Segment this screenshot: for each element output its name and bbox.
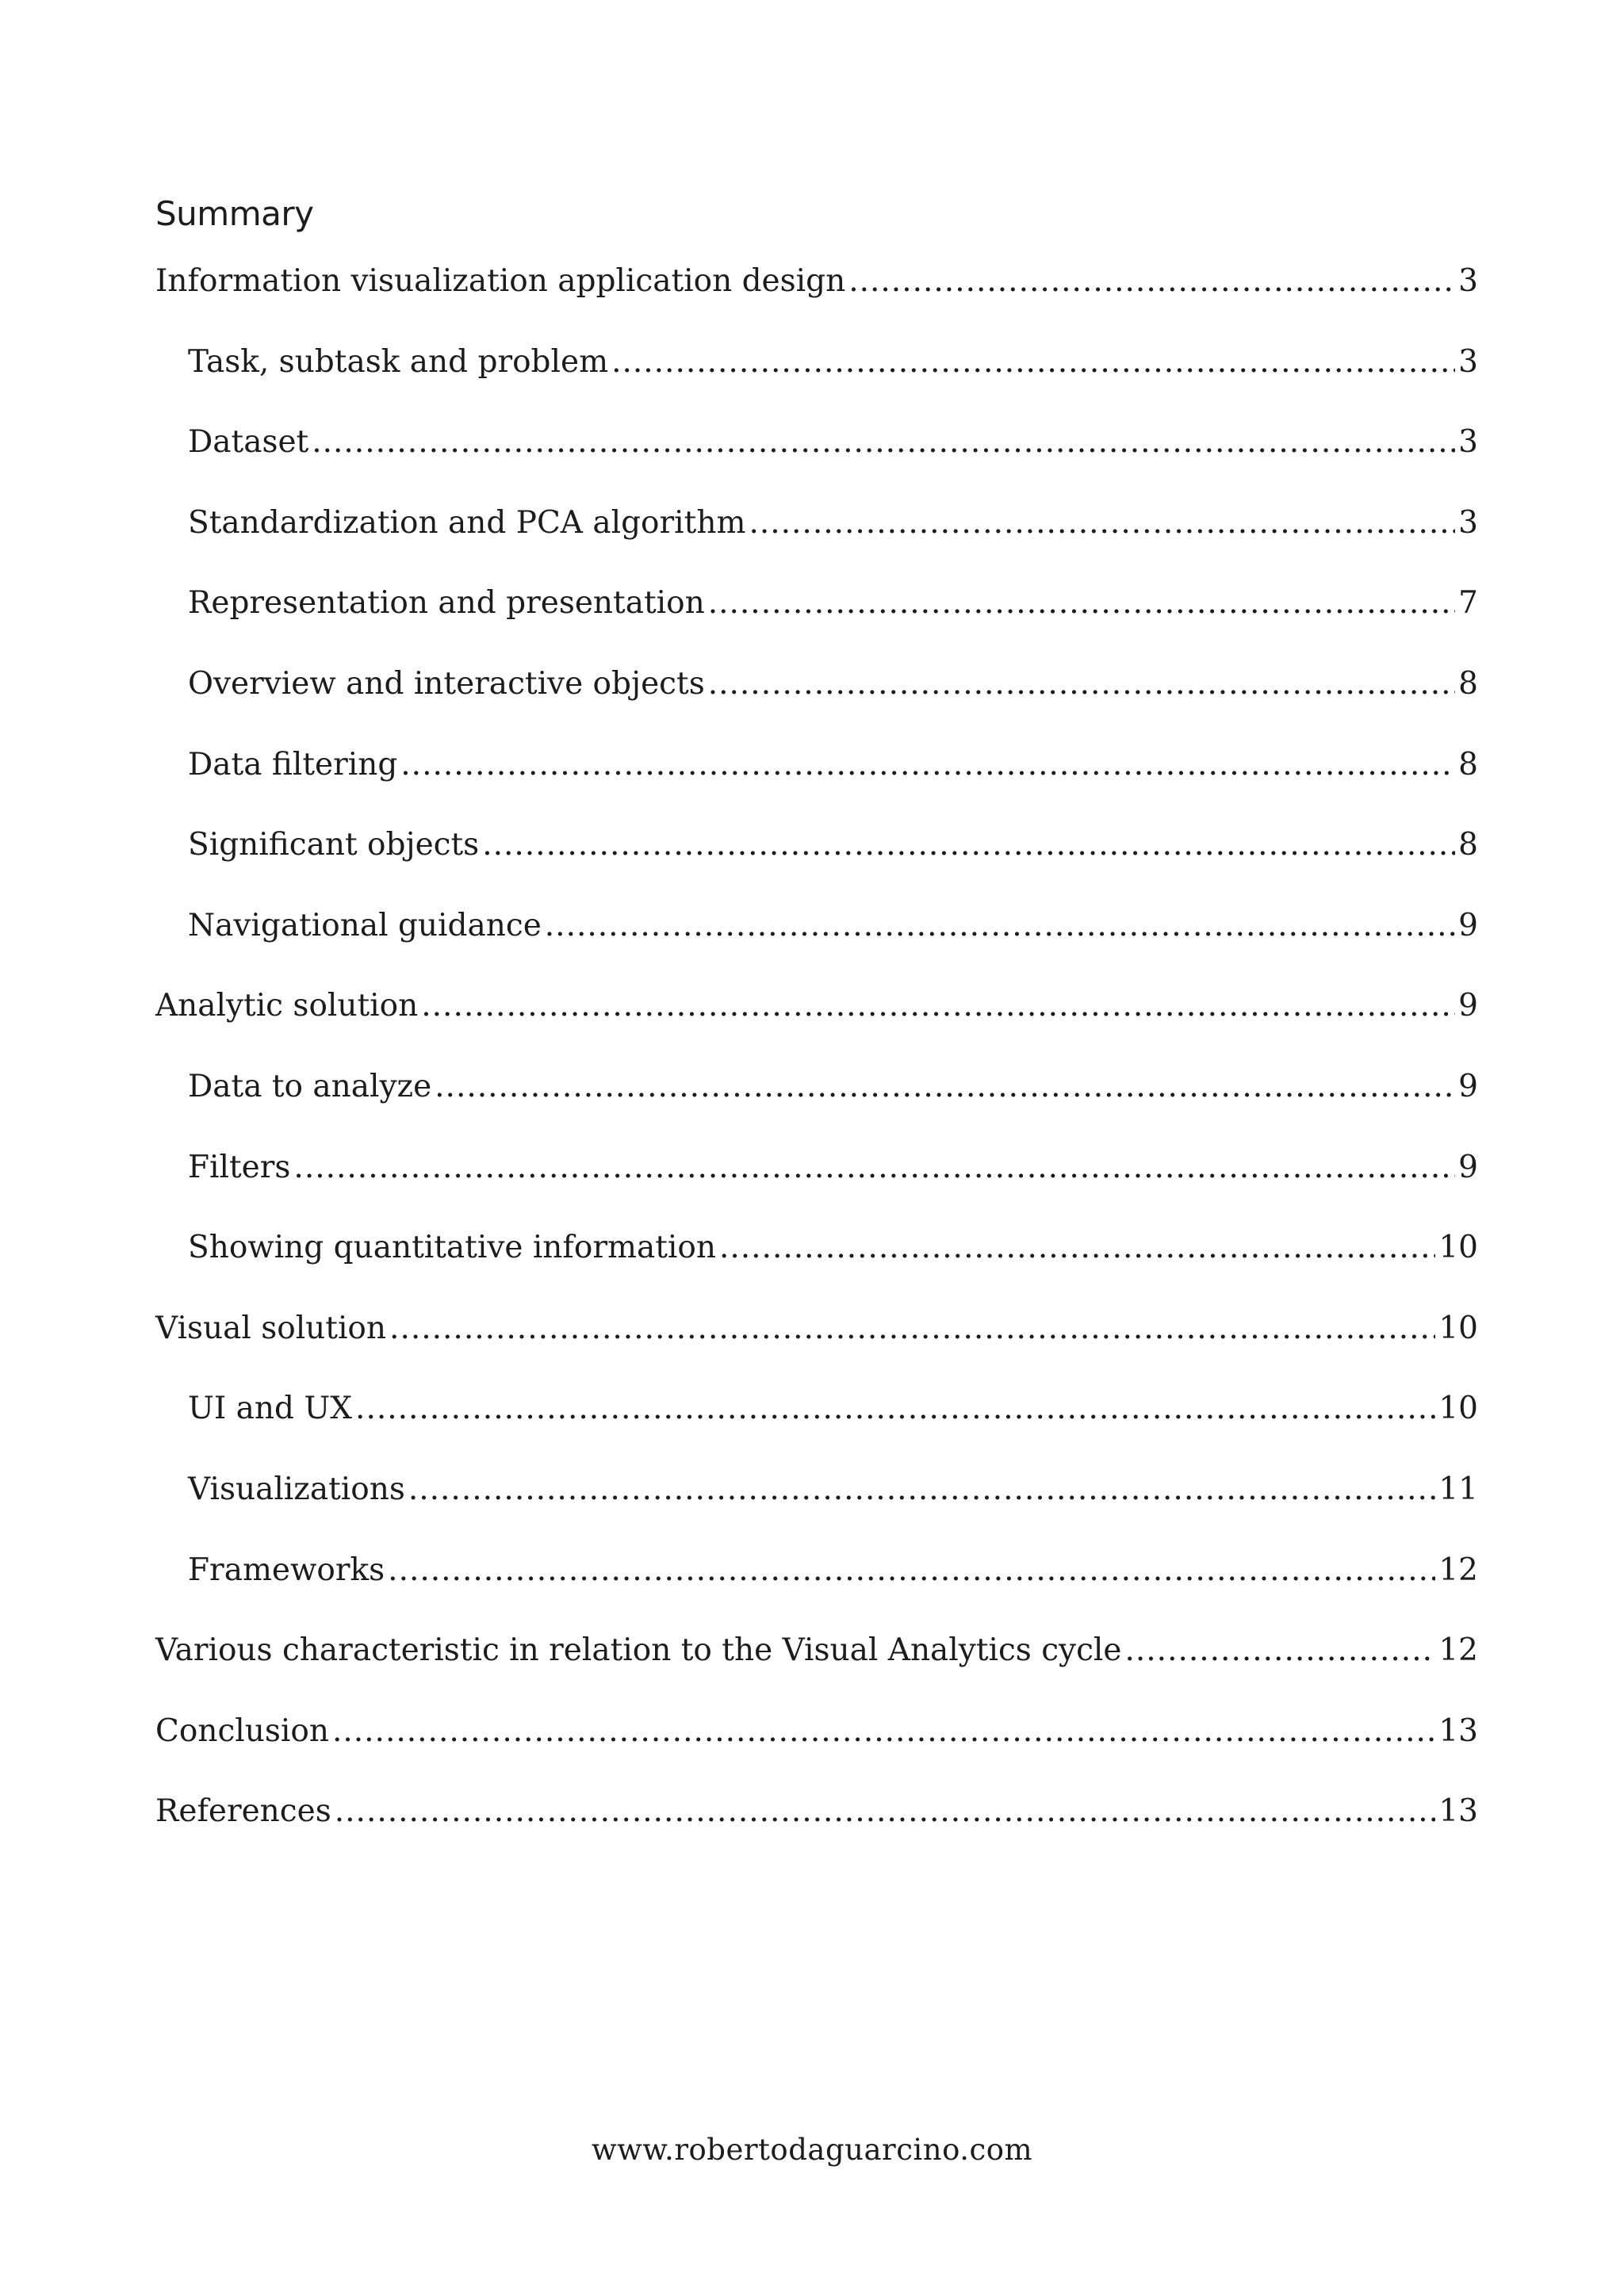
toc-entry-title: Analytic solution <box>155 988 419 1024</box>
toc-entry-title: Significant objects <box>188 827 480 863</box>
toc-entry-page-number: 8 <box>1458 746 1478 783</box>
toc-entry-title: Data filtering <box>188 746 398 783</box>
toc-entry-title: UI and UX <box>188 1391 353 1427</box>
toc-entry-title: References <box>155 1793 331 1830</box>
toc-entry-title: Navigational guidance <box>188 907 542 943</box>
toc-dot-leader <box>611 344 1455 380</box>
toc-dot-leader <box>389 1311 1435 1346</box>
toc-entry[interactable] <box>155 1552 1478 1633</box>
toc-entry-page-number: 11 <box>1438 1471 1478 1507</box>
toc-dot-leader <box>545 908 1455 943</box>
toc-dot-leader <box>293 1150 1455 1185</box>
toc-dot-leader <box>312 424 1455 460</box>
toc-dot-leader <box>332 1713 1435 1749</box>
toc-entry-page-number: 3 <box>1458 263 1478 299</box>
toc-entry-title: Visualizations <box>188 1471 405 1507</box>
toc-entry-page-number: 10 <box>1438 1310 1478 1346</box>
toc-dot-leader <box>400 747 1455 783</box>
toc-heading: Summary <box>155 194 314 233</box>
toc-entry[interactable] <box>155 1391 1478 1471</box>
toc-entry-page-number: 3 <box>1458 504 1478 541</box>
toc-entry-title: Representation and presentation <box>188 585 705 622</box>
toc-entry-title: Data to analyze <box>188 1068 432 1104</box>
toc-entry-page-number: 13 <box>1438 1712 1478 1749</box>
toc-entry-page-number: 8 <box>1458 665 1478 702</box>
toc-entry-page-number: 12 <box>1438 1552 1478 1588</box>
toc-entry-title: Overview and interactive objects <box>188 665 705 702</box>
toc-entry[interactable] <box>155 747 1478 828</box>
toc-entry[interactable] <box>155 1471 1478 1552</box>
toc-dot-leader <box>388 1552 1435 1588</box>
toc-entry[interactable] <box>155 1150 1478 1230</box>
toc-entry[interactable] <box>155 1069 1478 1150</box>
toc-entry-page-number: 13 <box>1438 1793 1478 1830</box>
toc-entry[interactable] <box>155 827 1478 908</box>
toc-dot-leader <box>355 1391 1435 1426</box>
toc-dot-leader <box>335 1793 1436 1829</box>
toc-entry-title: Conclusion <box>155 1712 329 1749</box>
toc-entry-page-number: 9 <box>1458 1068 1478 1104</box>
toc-entry-title: Showing quantitative information <box>188 1230 716 1266</box>
toc-dot-leader <box>848 263 1455 299</box>
toc-entry-page-number: 7 <box>1458 585 1478 622</box>
toc-entry-page-number: 9 <box>1458 907 1478 943</box>
toc-dot-leader <box>435 1069 1455 1104</box>
toc-entry-title: Standardization and PCA algorithm <box>188 504 746 541</box>
toc-dot-leader <box>708 666 1455 702</box>
toc-entry[interactable] <box>155 424 1478 505</box>
toc-entry[interactable] <box>155 1713 1478 1794</box>
toc-dot-leader <box>482 827 1455 863</box>
toc-entry-page-number: 10 <box>1438 1230 1478 1266</box>
toc-dot-leader <box>421 988 1455 1024</box>
toc-dot-leader <box>408 1471 1436 1507</box>
toc-entry-title: Various characteristic in relation to the Visual Analytics cycle <box>155 1632 1122 1669</box>
table-of-contents <box>155 263 1478 1874</box>
toc-entry-title: Dataset <box>188 424 309 461</box>
toc-entry-page-number: 3 <box>1458 424 1478 461</box>
toc-entry-page-number: 9 <box>1458 1149 1478 1185</box>
toc-entry-title: Information visualization application design <box>155 263 846 299</box>
toc-entry[interactable] <box>155 263 1478 344</box>
toc-entry[interactable] <box>155 1793 1478 1874</box>
toc-dot-leader <box>708 585 1455 621</box>
toc-entry-page-number: 3 <box>1458 343 1478 380</box>
toc-entry-page-number: 9 <box>1458 988 1478 1024</box>
toc-entry[interactable] <box>155 1632 1478 1713</box>
toc-entry[interactable] <box>155 908 1478 989</box>
toc-entry-page-number: 8 <box>1458 827 1478 863</box>
toc-entry-page-number: 12 <box>1438 1632 1478 1669</box>
toc-entry[interactable] <box>155 1230 1478 1311</box>
toc-entry-title: Task, subtask and problem <box>188 343 609 380</box>
toc-entry[interactable] <box>155 585 1478 666</box>
toc-entry[interactable] <box>155 505 1478 586</box>
toc-dot-leader <box>719 1230 1435 1265</box>
toc-entry[interactable] <box>155 1311 1478 1391</box>
toc-entry[interactable] <box>155 988 1478 1069</box>
toc-entry-page-number: 10 <box>1438 1391 1478 1427</box>
toc-dot-leader <box>1124 1632 1435 1668</box>
footer-website: www.robertodaguarcino.com <box>591 2133 1033 2167</box>
toc-entry-title: Frameworks <box>188 1552 385 1588</box>
toc-entry-title: Filters <box>188 1149 291 1185</box>
toc-entry[interactable] <box>155 344 1478 425</box>
toc-entry[interactable] <box>155 666 1478 747</box>
toc-entry-title: Visual solution <box>155 1310 387 1346</box>
toc-dot-leader <box>749 505 1455 541</box>
